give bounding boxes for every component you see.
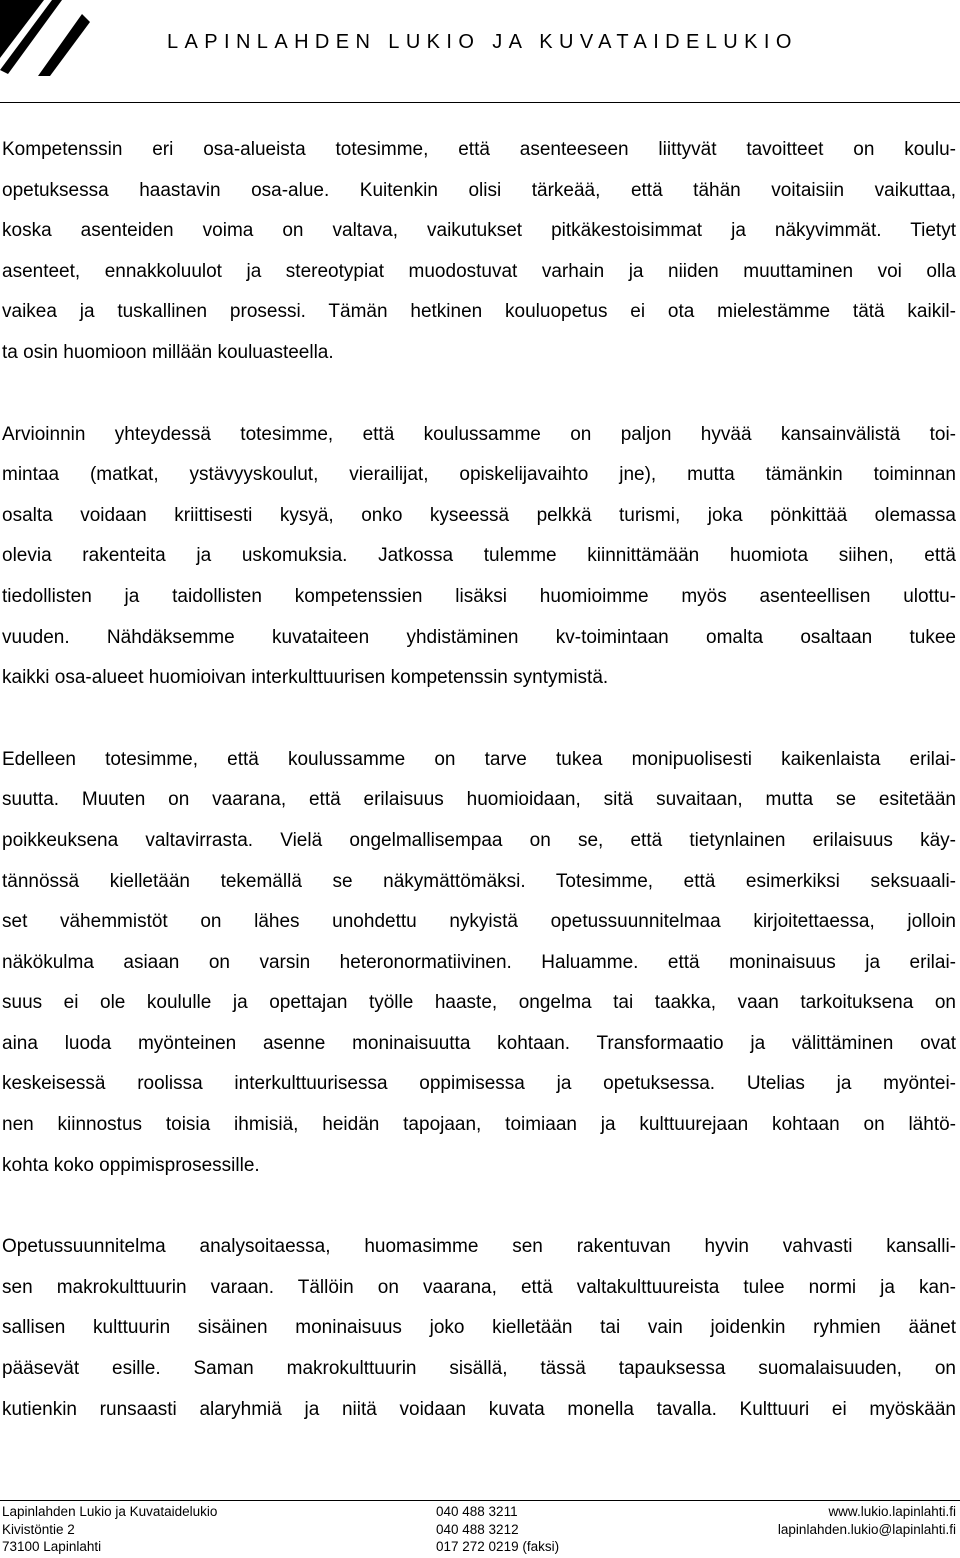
text-line: Edelleen totesimme, että koulussamme on tarve tukea monipuolisesti kaikenlaista erilai- (2, 748, 956, 770)
text-line: kaikki osa-alueet huomioivan interkulttuurisen kompetenssin syntymistä. (2, 667, 609, 689)
footer-phones (436, 1503, 559, 1556)
text-line: tännössä kielletään tekemällä se näkymättömäksi. Totesimme, että esimerkiksi seksuaali- (2, 870, 956, 892)
text-line: suus ei ole koululle ja opettajan työlle haaste, ongelma tai taakka, vaan tarkoituksena on (2, 992, 956, 1014)
document-body (2, 130, 956, 1471)
footer-org-name: Lapinlahden Lukio ja Kuvataidelukio (2, 1504, 218, 1519)
footer-phone-1: 040 488 3211 (436, 1504, 518, 1519)
footer-website-link[interactable]: www.lukio.lapinlahti.fi (828, 1504, 956, 1519)
footer-divider (0, 1500, 960, 1501)
text-line: osalta voidaan kriittisesti kysyä, onko kyseessä pelkkä turismi, joka pönkittää olemassa (2, 504, 956, 526)
footer-phone-2: 040 488 3212 (436, 1521, 519, 1537)
text-line: Opetussuunnitelma analysoitaessa, huomasimme sen rakentuvan hyvin vahvasti kansalli- (2, 1236, 956, 1258)
text-line: koska asenteiden voima on valtava, vaikutukset pitkäkestoisimmat ja näkyvimmät. Tietyt (2, 220, 956, 242)
text-line: opetuksessa haastavin osa-alue. Kuitenkin olisi tärkeää, että tähän voitaisiin vaikuttaa, (2, 179, 956, 201)
paragraph-2 (2, 415, 956, 699)
text-line: vaikea ja tuskallinen prosessi. Tämän hetkinen kouluopetus ei ota mielestämme tätä kaikil- (2, 301, 956, 323)
footer-postal: 73100 Lapinlahti (2, 1539, 102, 1554)
text-line: mintaa (matkat, ystävyyskoulut, vierailijat, opiskelijavaihto jne), mutta tämänkin toiminnan (2, 464, 956, 486)
text-line: näkökulma asiaan on varsin heteronormatiivinen. Haluamme. että moninaisuus ja erilai- (2, 951, 956, 973)
text-line: tiedollisten ja taidollisten kompetenssien lisäksi huomioimme myös asenteellisen ulottu- (2, 585, 956, 607)
page-header-title: LAPINLAHDEN LUKIO JA KUVATAIDELUKIO (167, 31, 798, 53)
text-line: kohta koko oppimisprosessille. (2, 1154, 260, 1176)
school-logo (0, 0, 90, 76)
paragraph-4 (2, 1227, 956, 1430)
text-line: asenteet, ennakkoluulot ja stereotypiat muodostuvat varhain ja niiden muuttaminen voi olla (2, 260, 956, 282)
text-line: aina luoda myönteinen asenne moninaisuutta kohtaan. Transformaatio ja välittäminen ovat (2, 1032, 956, 1054)
text-line: kutienkin runsaasti alaryhmiä ja niitä voidaan kuvata monella tavalla. Kulttuuri ei myöskään (2, 1398, 956, 1420)
text-line: vuuden. Nähdäksemme kuvataiteen yhdistäminen kv-toimintaan omalta osaltaan tukee (2, 626, 956, 648)
footer-address (2, 1503, 217, 1556)
text-line: ta osin huomioon millään kouluasteella. (2, 341, 334, 363)
text-line: sallisen kulttuurin sisäinen moninaisuus joko kielletään tai vain joidenkin ryhmien äänet (2, 1317, 956, 1339)
text-line: set vähemmistöt on lähes unohdettu nykyistä opetussuunnitelmaa kirjoitettaessa, jolloin (2, 911, 956, 933)
text-line: suutta. Muuten on vaarana, että erilaisuus huomioidaan, sitä suvaitaan, mutta se esitetään (2, 789, 956, 811)
footer-fax: 017 272 0219 (faksi) (436, 1539, 560, 1554)
text-line: Kompetenssin eri osa-alueista totesimme, että asenteeseen liittyvät tavoitteet on koulu- (2, 139, 956, 160)
footer-web (778, 1503, 956, 1538)
logo-slash-right (38, 14, 90, 76)
text-line: poikkeuksena valtavirrasta. Vielä ongelmallisempaa on se, että tietynlainen erilaisuus käy- (2, 829, 956, 851)
header-divider (0, 102, 960, 103)
text-line: pääsevät esille. Saman makrokulttuurin sisällä, tässä tapauksessa suomalaisuuden, on (2, 1358, 956, 1380)
text-line: olevia rakenteita ja uskomuksia. Jatkossa tulemme kiinnittämään huomiota siihen, että (2, 545, 956, 567)
paragraph-1 (2, 130, 956, 374)
text-line: keskeisessä roolissa interkulttuurisessa oppimisessa ja opetuksessa. Utelias ja myöntei- (2, 1073, 956, 1095)
text-line: Arvioinnin yhteydessä totesimme, että koulussamme on paljon hyvää kansainvälistä toi- (2, 423, 956, 445)
text-line: nen kiinnostus toisia ihmisiä, heidän tapojaan, toimiaan ja kulttuurejaan kohtaan on lähtö- (2, 1114, 956, 1136)
paragraph-3 (2, 740, 956, 1187)
text-line: sen makrokulttuurin varaan. Tällöin on vaarana, että valtakulttuureista tulee normi ja kan- (2, 1276, 956, 1298)
footer-street: Kivistöntie 2 (2, 1521, 75, 1537)
footer-email-link[interactable]: lapinlahden.lukio@lapinlahti.fi (777, 1521, 956, 1537)
